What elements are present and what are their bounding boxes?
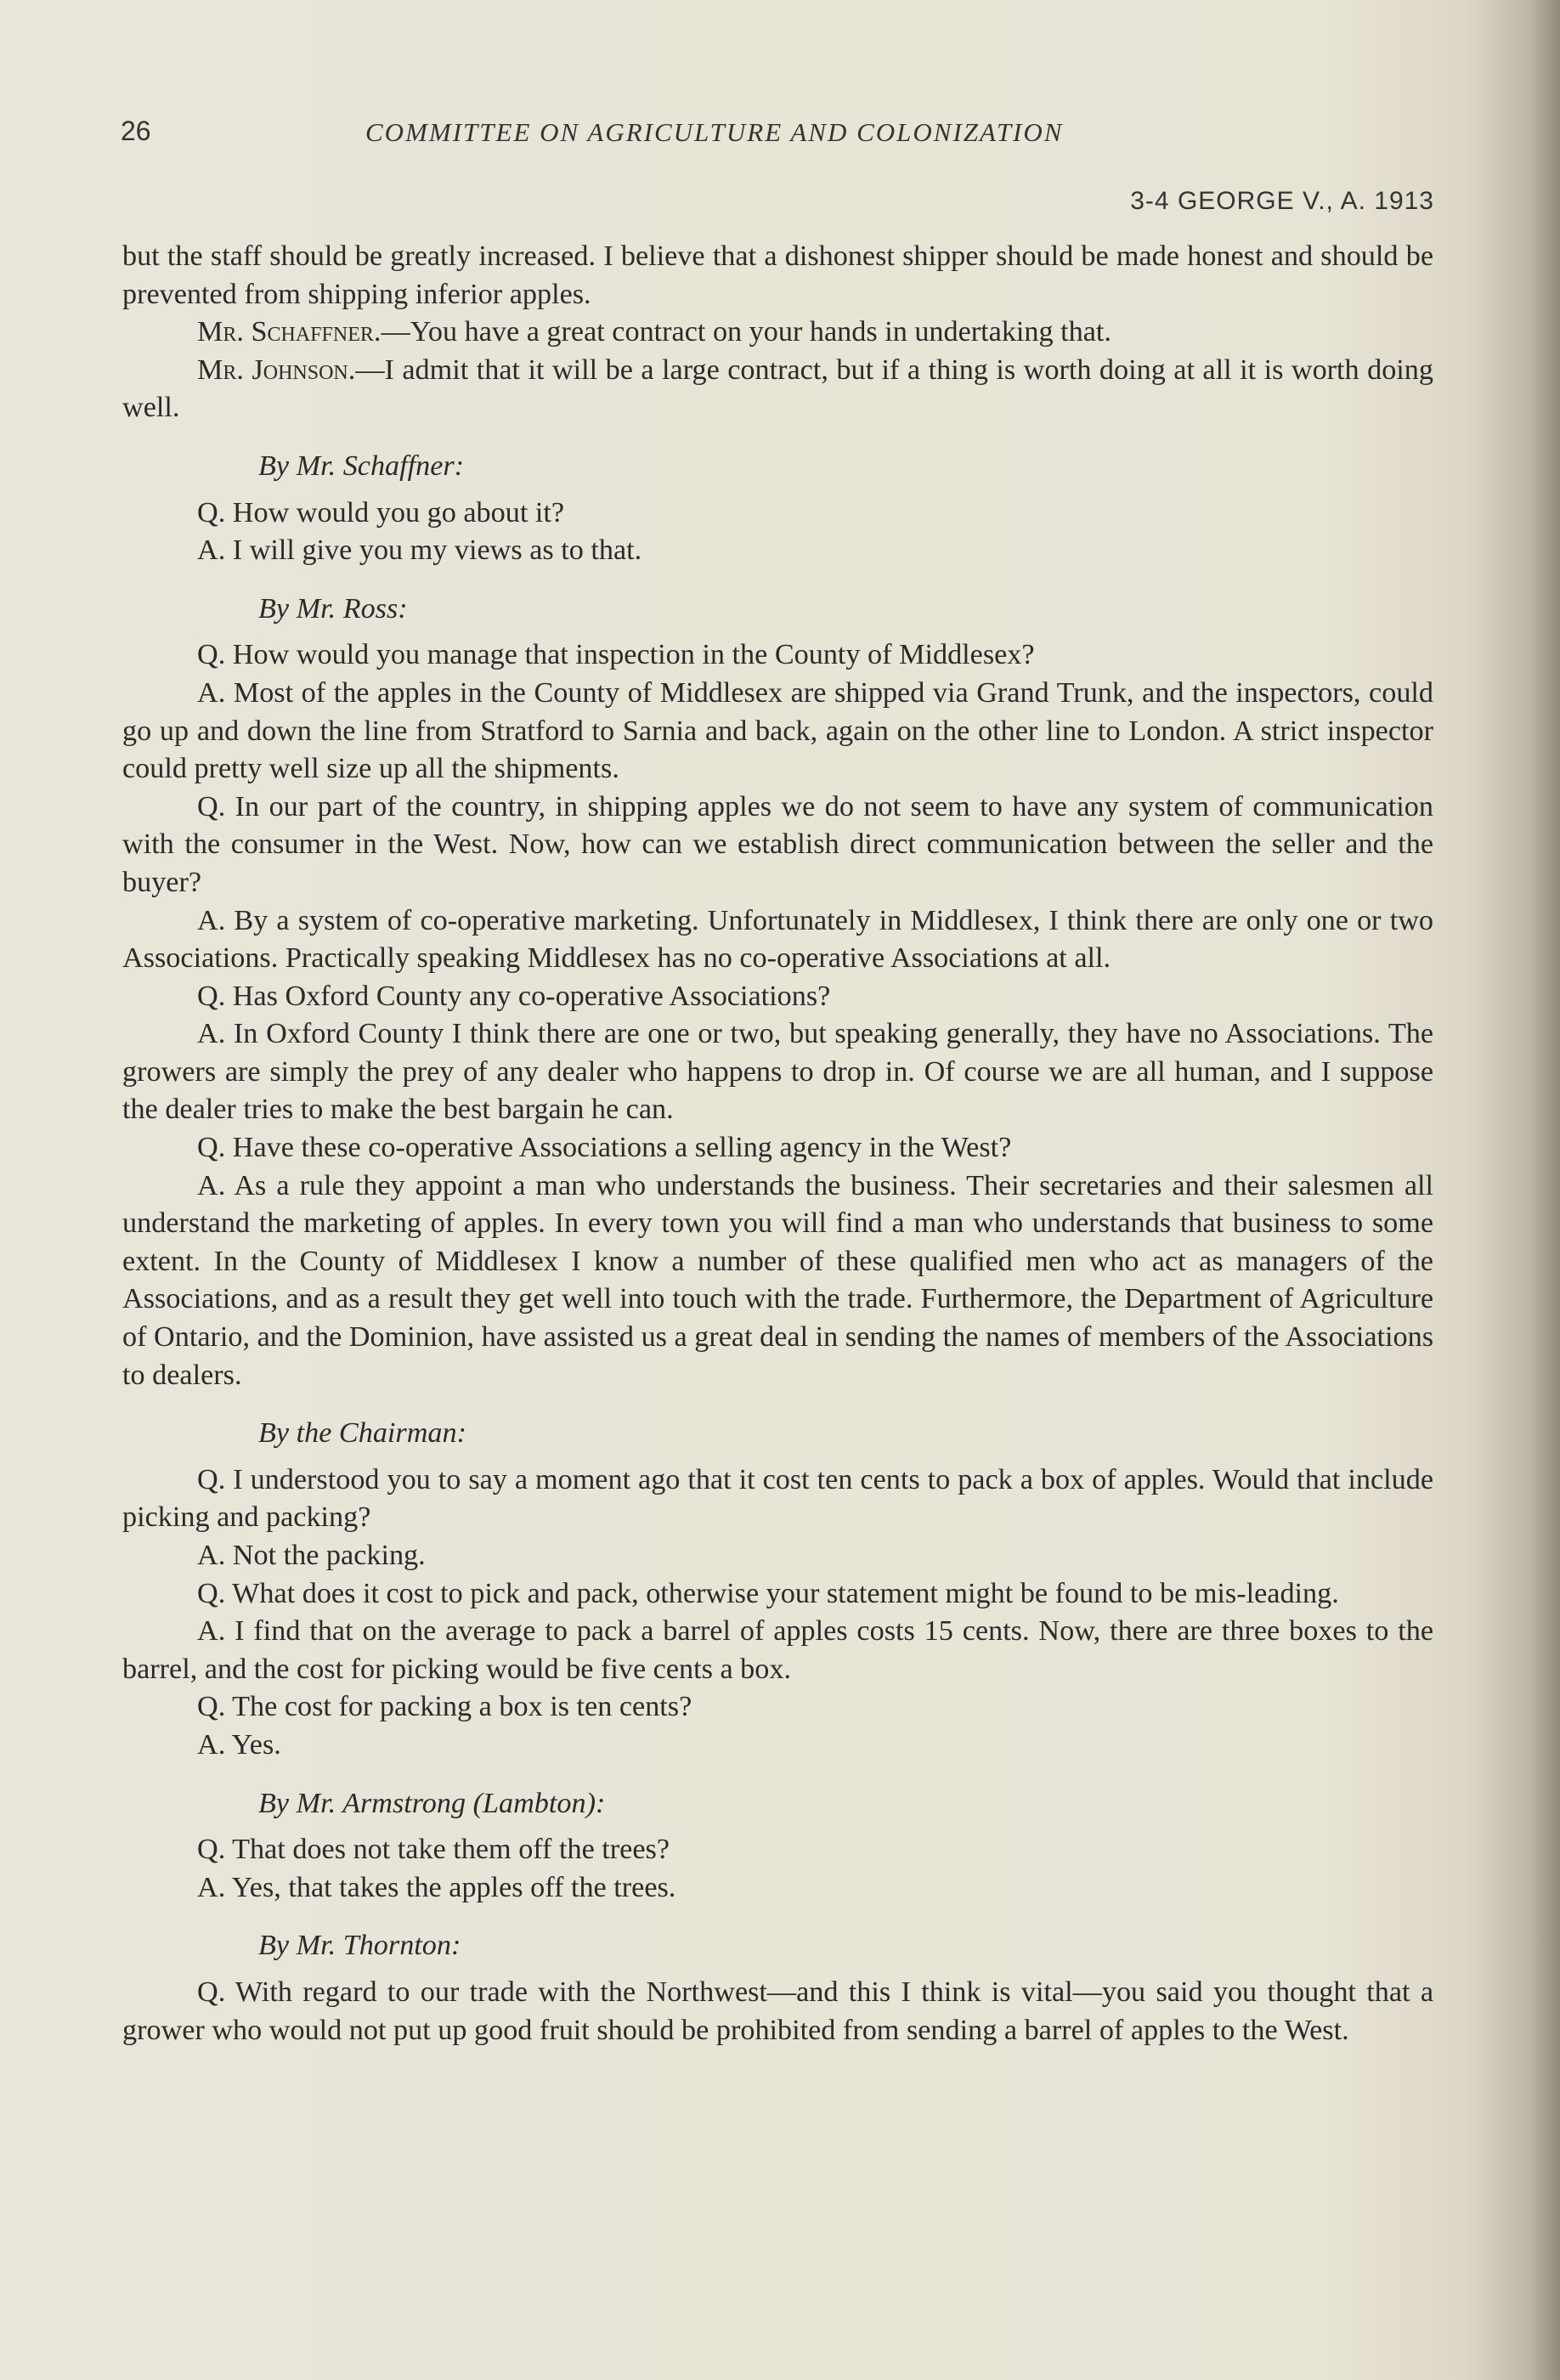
speaker-name: Mr. Schaffner. xyxy=(197,316,382,348)
speech-text: —I admit that it will be a large contract, but if a thing is worth doing at all it is worth doing well. xyxy=(122,353,1433,424)
qa-paragraph: A. Most of the apples in the County of Middlesex are shipped via Grand Trunk, and the inspectors, could go up and down the line from Stratford to Sarnia and back, again on the other line to London. A strict inspector could pretty well size up all the shipments. xyxy=(122,676,1433,785)
examiner-heading: By the Chairman: xyxy=(258,1417,466,1450)
qa-paragraph: A. In Oxford County I think there are one or two, but speaking generally, they have no Associations. The growers are simply the prey of any dealer who happens to drop in. Of course we are all human, and I suppose the dealer tries to make the best bargain he can. xyxy=(122,1018,1433,1126)
qa-paragraph: Q. In our part of the country, in shipping apples we do not seem to have any system of communication with the consumer in the West. Now, how can we establish direct communication between the seller and the buyer? xyxy=(122,790,1433,898)
running-title: COMMITTEE ON AGRICULTURE AND COLONIZATION xyxy=(365,117,1064,147)
speech-paragraph xyxy=(122,314,1433,352)
qa-paragraph: Q. How would you go about it? xyxy=(197,496,565,529)
document-body xyxy=(122,238,1433,2049)
qa-paragraph: A. As a rule they appoint a man who understands the business. Their secretaries and their salesmen all understand the marketing of apples. In every town you will find a man who understands that business to some extent. In the County of Middlesex I know a number of these qualified men who act as managers of the Associations, and as a result they get well into touch with the trade. Furthermore, the Department of Agriculture of Ontario, and the Dominion, have assisted us a great deal in sending the names of members of the Associations to dealers. xyxy=(122,1169,1433,1391)
qa-paragraph: Q. With regard to our trade with the Northwest—and this I think is vital—you said you thought that a grower who would not put up good fruit should be prohibited from sending a barrel of apples to the West. xyxy=(122,1976,1433,2046)
speaker-name: Mr. Johnson. xyxy=(197,353,356,386)
qa-paragraph: Q. How would you manage that inspection in the County of Middlesex? xyxy=(197,639,1035,671)
page-number: 26 xyxy=(121,116,151,146)
qa-paragraph: A. By a system of co-operative marketing. Unfortunately in Middlesex, I think there are only one or two Associations. Practically speaking Middlesex has no co-operative Associations at all. xyxy=(122,904,1433,975)
qa-paragraph: Q. That does not take them off the trees? xyxy=(197,1834,670,1866)
qa-paragraph: A. I find that on the average to pack a barrel of apples costs 15 cents. Now, there are three boxes to the barrel, and the cost for picking would be five cents a box. xyxy=(122,1615,1433,1685)
examiner-heading: By Mr. Thornton: xyxy=(258,1930,461,1962)
speech-paragraph xyxy=(122,352,1433,427)
qa-paragraph: A. Yes. xyxy=(197,1728,281,1761)
speech-text: —You have a great contract on your hands in undertaking that. xyxy=(381,316,1111,348)
continued-paragraph: but the staff should be greatly increased. I believe that a dishonest shipper should be made honest and should be prevented from shipping inferior apples. xyxy=(122,240,1433,310)
qa-paragraph: Q. Has Oxford County any co-operative Associations? xyxy=(197,980,831,1012)
examiner-heading: By Mr. Schaffner: xyxy=(258,449,465,482)
qa-paragraph: A. Yes, that takes the apples off the trees. xyxy=(197,1871,676,1903)
qa-paragraph: Q. What does it cost to pick and pack, otherwise your statement might be found to be mis-leading. xyxy=(197,1577,1339,1609)
examiner-heading: By Mr. Ross: xyxy=(258,592,408,625)
qa-paragraph: Q. The cost for packing a box is ten cents? xyxy=(197,1691,692,1723)
session-label: 3-4 GEORGE V., A. 1913 xyxy=(1130,187,1434,215)
qa-paragraph: A. I will give you my views as to that. xyxy=(197,534,642,567)
qa-paragraph: A. Not the packing. xyxy=(197,1540,426,1571)
qa-paragraph: Q. I understood you to say a moment ago that it cost ten cents to pack a box of apples. Would that include picking and packing? xyxy=(122,1463,1433,1534)
examiner-heading: By Mr. Armstrong (Lambton): xyxy=(258,1787,606,1819)
qa-paragraph: Q. Have these co-operative Associations a selling agency in the West? xyxy=(197,1132,1012,1164)
